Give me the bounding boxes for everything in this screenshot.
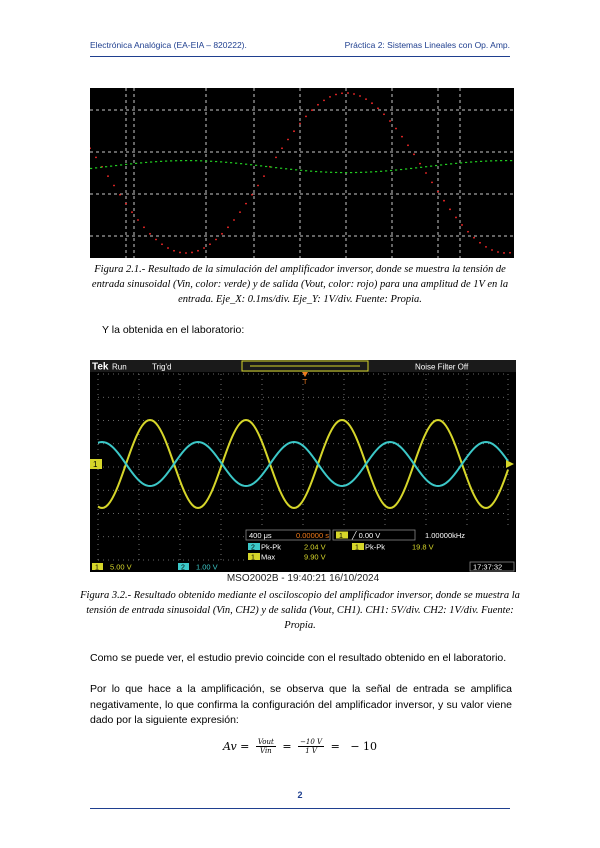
scope-trigger-status: Trig'd [152, 362, 172, 372]
eq-den-1: Vin [260, 747, 272, 755]
sim-input-dot [130, 163, 132, 164]
scope-status: Run [112, 362, 127, 372]
trigger-t-icon: T [303, 379, 308, 386]
sim-input-dot [260, 165, 262, 166]
sim-input-dot [165, 161, 167, 162]
sim-output-dot [485, 246, 487, 248]
sim-input-dot [245, 164, 247, 165]
sim-input-dot [160, 161, 162, 162]
sim-output-dot [491, 249, 493, 251]
intro-text: Y la obtenida en el laboratorio: [102, 324, 245, 336]
sim-input-dot [105, 166, 107, 167]
sim-output-dot [167, 247, 169, 249]
sim-output-dot [203, 247, 205, 249]
sim-input-dot [375, 171, 377, 172]
sim-input-dot [175, 160, 177, 161]
sim-input-dot [120, 164, 122, 165]
sim-input-dot [435, 165, 437, 166]
time-offset-value: 0.00000 s [296, 531, 329, 540]
sim-output-dot [215, 239, 217, 241]
sim-output-dot [293, 130, 295, 132]
sim-input-dot [410, 168, 412, 169]
sim-output-dot [425, 172, 427, 174]
oscilloscope-figure [90, 360, 516, 572]
sim-output-dot [119, 194, 121, 196]
m2-value: 19.8 V [412, 542, 434, 552]
m2-label: Pk-Pk [365, 542, 386, 552]
sim-output-dot [221, 233, 223, 235]
sim-output-dot [323, 99, 325, 101]
ch1-marker-label: 1 [93, 460, 98, 469]
sim-input-dot [470, 161, 472, 162]
sim-input-dot [155, 161, 157, 162]
sim-output-dot [347, 92, 349, 94]
sim-output-dot [437, 191, 439, 193]
sim-input-dot [110, 166, 112, 167]
sim-output-dot [329, 96, 331, 98]
sim-input-dot [445, 164, 447, 165]
sim-input-dot [300, 170, 302, 171]
sim-input-dot [265, 166, 267, 167]
scope-model-line: MSO2002B - 19:40:21 16/10/2024 [226, 573, 380, 584]
timebase-value: 400 μs [249, 531, 272, 540]
sim-output-dot [395, 128, 397, 130]
sim-output-dot [95, 156, 97, 158]
m3-label: Max [261, 552, 276, 562]
sim-input-dot [230, 162, 232, 163]
sim-grid [90, 88, 514, 258]
sim-input-dot [360, 172, 362, 173]
sim-input-dot [150, 161, 152, 162]
sim-output-dot [227, 226, 229, 228]
scope-brand: Tek [92, 361, 109, 373]
sim-output-dot [179, 252, 181, 254]
sim-output-dot [383, 113, 385, 115]
sim-input-dot [330, 172, 332, 173]
sim-output-dot [90, 147, 91, 149]
sim-input-dot [430, 166, 432, 167]
sim-output-dot [431, 182, 433, 184]
sim-input-dot [235, 163, 237, 164]
sim-input-dot [90, 168, 92, 169]
sim-input-dot [305, 170, 307, 171]
m2-channel: 1 [355, 544, 359, 552]
sim-output-dot [149, 233, 151, 235]
sim-output-dot [473, 237, 475, 239]
sim-output-dot [185, 252, 187, 254]
sim-input-dot [145, 162, 147, 163]
sim-input-dot [240, 163, 242, 164]
sim-output-dot [107, 175, 109, 177]
sim-input-dot [335, 172, 337, 173]
sim-input-dot [510, 160, 512, 161]
eq-num-1: Vout [257, 738, 274, 746]
figure1-caption: Figura 2.1.- Resultado de la simulación del amplificador inversor, donde se muestra la tensión de entrada sinusoidal (Vin, color: verde) y de salida (Vout, color: rojo) para una amplitud de 1V en la entrada. Eje_X: 0.1ms/div. Eje_Y: 1V/div. Fuente: Propia. [91, 264, 509, 305]
sim-output-dot [143, 226, 145, 228]
sim-output-dot [311, 109, 313, 111]
sim-output-dot [233, 219, 235, 221]
sim-output-dot [455, 217, 457, 219]
sim-input-dot [205, 160, 207, 161]
sim-output-dot [209, 243, 211, 245]
sim-input-dot [365, 172, 367, 173]
sim-input-dot [255, 165, 257, 166]
eq-result: = − 10 [330, 740, 378, 753]
ch1-scale: 5.00 V [110, 562, 132, 572]
sim-input-dot [405, 168, 407, 169]
simulation-figure [90, 88, 514, 258]
sim-output-dot [287, 139, 289, 141]
m3-channel: 1 [251, 554, 255, 562]
sim-input-dot [220, 161, 222, 162]
sim-input-dot [285, 168, 287, 169]
sim-input-dot [460, 162, 462, 163]
sim-output-dot [335, 94, 337, 96]
sim-output-dot [263, 175, 265, 177]
sim-output-dot [377, 107, 379, 109]
sim-input-dot [225, 162, 227, 163]
sim-input-dot [325, 171, 327, 172]
sim-input-dot [280, 168, 282, 169]
ch2-scale: 1.00 V [196, 562, 218, 572]
sim-input-dot [315, 171, 317, 172]
sim-output-dot [245, 203, 247, 205]
sim-output-dot [461, 224, 463, 226]
eq-fraction-1 [256, 738, 276, 755]
sim-output-dot [503, 252, 505, 254]
sim-output-dot [161, 243, 163, 245]
frequency-value: 1.00000kHz [425, 531, 466, 540]
sim-output-dot [467, 231, 469, 233]
sim-input-dot [100, 167, 102, 168]
sim-input-dot [425, 166, 427, 167]
eq-num-2: −10 V [300, 738, 323, 746]
header-left: Electrónica Analógica (EA-EIA – 820222). [90, 40, 247, 50]
sim-input-dot [450, 163, 452, 164]
sim-output-dot [113, 185, 115, 187]
simulation-plot [90, 88, 514, 258]
sim-input-dot [440, 164, 442, 165]
sim-output-dot [479, 242, 481, 244]
eq-fraction-2 [298, 738, 324, 755]
sim-output-dot [281, 147, 283, 149]
sim-output-dot [401, 136, 403, 138]
sim-input-dot [475, 161, 477, 162]
sim-input-dot [215, 161, 217, 162]
sim-output-dot [365, 98, 367, 100]
sim-input-dot [195, 160, 197, 161]
sim-output-dot [413, 153, 415, 155]
paragraph-2: Por lo que hace a la amplificación, se observa que la señal de entrada se amplifica negativamente, lo que confirma la configuración del amplificador inversor, y su valor viene dado por la siguiente expresión: [90, 683, 512, 726]
sim-output-dot [497, 251, 499, 253]
sim-input-dot [380, 171, 382, 172]
sim-input-dot [180, 160, 182, 161]
sim-input-dot [250, 164, 252, 165]
sim-output-dot [257, 185, 259, 187]
sim-input-dot [200, 160, 202, 161]
sim-input-dot [490, 160, 492, 161]
sim-input-dot [320, 171, 322, 172]
sim-input-dot [500, 160, 502, 161]
sim-output-dot [419, 163, 421, 165]
sim-input-dot [140, 162, 142, 163]
sim-input-dot [505, 160, 507, 161]
sim-output-dot [125, 203, 127, 205]
figure2-caption: Figura 3.2.- Resultado obtenido mediante el osciloscopio del amplificador inversor, donde se muestra la tensión de entrada sinusoidal (Vin, CH2) y de salida (Vout, CH1). CH1: 5V/div. CH2: 1V/div. Fuente: Propia. [80, 590, 520, 631]
sim-input-dot [170, 160, 172, 161]
sim-input-dot [350, 172, 352, 173]
sim-output-dot [251, 194, 253, 196]
sim-input-dot [270, 166, 272, 167]
gain-equation: Av = $\frac{\text{Vout}}{\text{Vin}}$ = $\frac{-10 V}{1 V}$ = − 10 [222, 738, 378, 755]
sim-output-dot [509, 252, 511, 254]
sim-input-dot [345, 172, 347, 173]
sim-input-dot [275, 167, 277, 168]
sim-output-dot [305, 116, 307, 118]
sim-output-dot [191, 252, 193, 254]
sim-input-dot [310, 171, 312, 172]
page-number: 2 [297, 790, 303, 800]
sim-input-dot [190, 160, 192, 161]
sim-input-dot [135, 163, 137, 164]
sim-input-dot [370, 171, 372, 172]
eq-lhs: Av [222, 740, 237, 753]
m1-value: 2.04 V [304, 542, 326, 552]
header-right: Práctica 2: Sistemas Lineales con Op. Amp. [344, 40, 510, 50]
sim-input-dot [495, 160, 497, 161]
sim-input-dot [210, 161, 212, 162]
trigger-channel: 1 [339, 533, 343, 540]
sim-output-dot [197, 250, 199, 252]
header-rule [90, 56, 510, 57]
m3-value: 9.90 V [304, 552, 326, 562]
footer-rule [90, 808, 510, 809]
sim-output-dot [443, 200, 445, 202]
sim-output-dot [239, 211, 241, 213]
eq-den-2: 1 V [305, 747, 317, 755]
sim-input-dot [355, 172, 357, 173]
sim-output-dot [299, 123, 301, 125]
sim-input-dot [295, 169, 297, 170]
sim-input-dot [185, 160, 187, 161]
scope-noise-filter: Noise Filter Off [415, 362, 469, 372]
scope-clock: 17:37:32 [473, 562, 503, 572]
sim-output-dot [353, 93, 355, 95]
m1-channel: 2 [251, 544, 255, 552]
sim-output-dot [317, 104, 319, 106]
sim-input-dot [95, 167, 97, 168]
sim-input-dot [395, 169, 397, 170]
sim-input-dot [420, 167, 422, 168]
sim-input-dot [415, 167, 417, 168]
sim-input-dot [125, 164, 127, 165]
sim-input-dot [115, 165, 117, 166]
sim-output-dot [131, 211, 133, 213]
sim-output-dot [371, 102, 373, 104]
sim-input-dot [340, 172, 342, 173]
sim-output-dot [407, 144, 409, 146]
sim-input-dot [385, 170, 387, 171]
sim-input-dot [290, 169, 292, 170]
ch2-scale-channel: 2 [181, 564, 185, 572]
sim-output-dot [359, 95, 361, 97]
oscilloscope-screen [90, 360, 516, 572]
sim-output-dot [155, 239, 157, 241]
sim-output-dot [389, 120, 391, 122]
sim-input-dot [455, 163, 457, 164]
sim-output-dot [137, 219, 139, 221]
ch1-scale-channel: 1 [95, 564, 99, 572]
sim-input-dot [465, 162, 467, 163]
paragraph-1: Como se puede ver, el estudio previo coincide con el resultado obtenido en el laboratorio. [90, 652, 507, 664]
sim-output-dot [449, 208, 451, 210]
sim-input-dot [390, 170, 392, 171]
sim-output-dot [173, 250, 175, 252]
trigger-level: ╱ 0.00 V [352, 531, 381, 540]
sim-input-dot [485, 161, 487, 162]
sim-input-dot [400, 169, 402, 170]
ch1-right-marker [506, 460, 514, 468]
sim-input-dot [480, 161, 482, 162]
sim-output-dot [275, 156, 277, 158]
sim-output-dot [341, 92, 343, 94]
m1-label: Pk-Pk [261, 542, 282, 552]
